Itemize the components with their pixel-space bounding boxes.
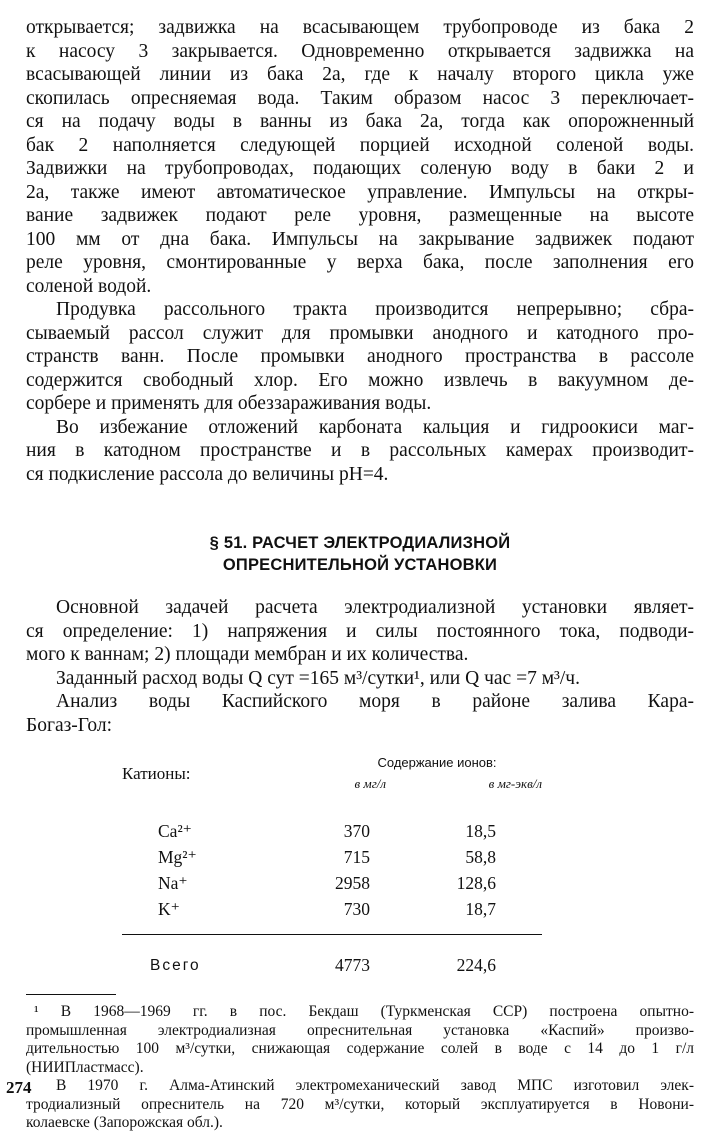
text-line: Задвижки на трубопроводах, подающих соленую воду в баки 2 и [26, 158, 694, 179]
footnote-line: (НИИПластмасс). [26, 1058, 144, 1076]
paragraph-3 [26, 416, 694, 487]
paragraph-4 [26, 596, 694, 667]
text-line: к насосу 3 закрывается. Одновременно открывается задвижка на [26, 40, 694, 62]
text-line: Богаз-Гол: [26, 714, 112, 736]
text-line: странств ванн. После промывки анодного пространства в рассоле [26, 346, 694, 367]
col-header-mg: в мг/л [354, 776, 387, 791]
text-line: 100 мм от дна бака. Импульсы на закрывание задвижек подают [26, 228, 694, 250]
row-header: Катионы: [122, 763, 191, 783]
group-header: Содержание ионов: [377, 755, 497, 770]
table-rule [122, 935, 542, 956]
text-line: бак 2 наполняется следующей порцией исходной соленой воды. [26, 134, 694, 156]
text-line: открывается; задвижка на всасывающем трубопроводе из бака 2 [26, 17, 694, 38]
text-line: Заданный расход воды Q сут =165 м³/сутки¹, или Q час =7 м³/ч. [56, 667, 580, 689]
meq-cell: 18,7 [465, 898, 496, 919]
mg-cell: 2958 [335, 872, 371, 893]
text-line: Анализ воды Каспийского моря в районе залива Кара- [56, 691, 694, 712]
text-line: ся подкисление рассола до величины pH=4. [26, 463, 389, 485]
text-line: сываемый рассол служит для промывки анодного и катодного про- [26, 322, 694, 344]
paragraph-6 [26, 690, 694, 737]
table-row [122, 896, 542, 922]
meq-cell: 18,5 [465, 820, 496, 841]
total-meq: 224,6 [456, 955, 496, 975]
text-line: ся на подачу воды в ванны из бака 2а, тогда как опорожненный [26, 111, 694, 132]
page-content [26, 16, 694, 1133]
text-line: ния в катодном пространстве и в рассольных камерах производит- [26, 440, 694, 461]
meq-cell: 58,8 [465, 846, 496, 867]
footnote-line: ¹ В 1968—1969 гг. в пос. Бекдаш (Туркменская ССР) построена опытно- [34, 1003, 694, 1020]
mg-cell: 370 [343, 820, 371, 841]
table-row [122, 870, 542, 896]
table-row [122, 844, 542, 870]
heading-line-2: ОПРЕСНИТЕЛЬНОЙ УСТАНОВКИ [222, 556, 498, 574]
ions-table [122, 755, 542, 976]
section-heading [26, 532, 694, 576]
footnote-line: тродиализный опреснитель на 720 м³/сутки, который эксплуатируется в Новони- [26, 1095, 694, 1113]
footnote-2 [26, 1077, 694, 1133]
footnote-line: В 1970 г. Алма-Атинский электромеханический завод МПС изготовил элек- [56, 1077, 694, 1094]
page-number: 274 [6, 1078, 32, 1097]
text-line: Во избежание отложений карбоната кальция и гидроокиси маг- [56, 416, 694, 438]
mg-cell: 715 [343, 846, 371, 867]
text-line: мого к ваннам; 2) площади мембран и их количества. [26, 644, 469, 665]
text-line: реле уровня, смонтированные у верха бака, после заполнения его [26, 252, 694, 273]
meq-cell: 128,6 [456, 872, 496, 893]
paragraph-1 [26, 16, 694, 298]
col-header-meq: в мг-экв/л [488, 776, 542, 791]
total-mg: 4773 [335, 955, 371, 975]
table-row [122, 818, 542, 844]
ion-cell: Na⁺ [158, 872, 188, 893]
text-line: 2а, также имеют автоматическое управление. Импульсы на откры- [26, 181, 694, 203]
text-line: всасывающей линии из бака 2а, где к началу второго цикла уже [26, 64, 694, 85]
mg-cell: 730 [343, 898, 371, 919]
text-line: скопилась опресняемая вода. Таким образом насос 3 переключает- [26, 87, 694, 109]
footnote-1 [26, 1003, 694, 1077]
text-line: ся определение: 1) напряжения и силы постоянного тока, подводи- [26, 620, 694, 642]
paragraph-2 [26, 298, 694, 416]
footnote-rule [26, 994, 116, 995]
heading-line-1: § 51. РАСЧЕТ ЭЛЕКТРОДИАЛИЗНОЙ [209, 534, 511, 552]
text-line: Продувка рассольного тракта производится непрерывно; сбра- [56, 299, 694, 320]
text-line: вание задвижек подают реле уровня, размещенные на высоте [26, 205, 694, 226]
ion-cell: Ca²⁺ [158, 820, 192, 841]
table-total-row [122, 955, 542, 976]
total-label: Всего [150, 956, 201, 974]
text-line: Основной задачей расчета электродиализной установки являет- [56, 597, 694, 618]
footnote-line: дительностью 100 м³/сутки, снижающая содержание солей в воде с 14 до 1 г/л [26, 1040, 694, 1057]
text-line: сорбере и применять для обеззараживания воды. [26, 393, 432, 414]
footnote-line: колаевске (Запорожская обл.). [26, 1114, 223, 1131]
footnote-line: промышленная электродиализная опреснительная установка «Каспий» произво- [26, 1021, 694, 1039]
ion-cell: K⁺ [158, 898, 180, 919]
text-line: соленой водой. [26, 275, 152, 297]
paragraph-5 [26, 667, 694, 691]
text-line: содержится свободный хлор. Его можно извлечь в вакуумном де- [26, 369, 694, 391]
ion-cell: Mg²⁺ [158, 846, 197, 867]
